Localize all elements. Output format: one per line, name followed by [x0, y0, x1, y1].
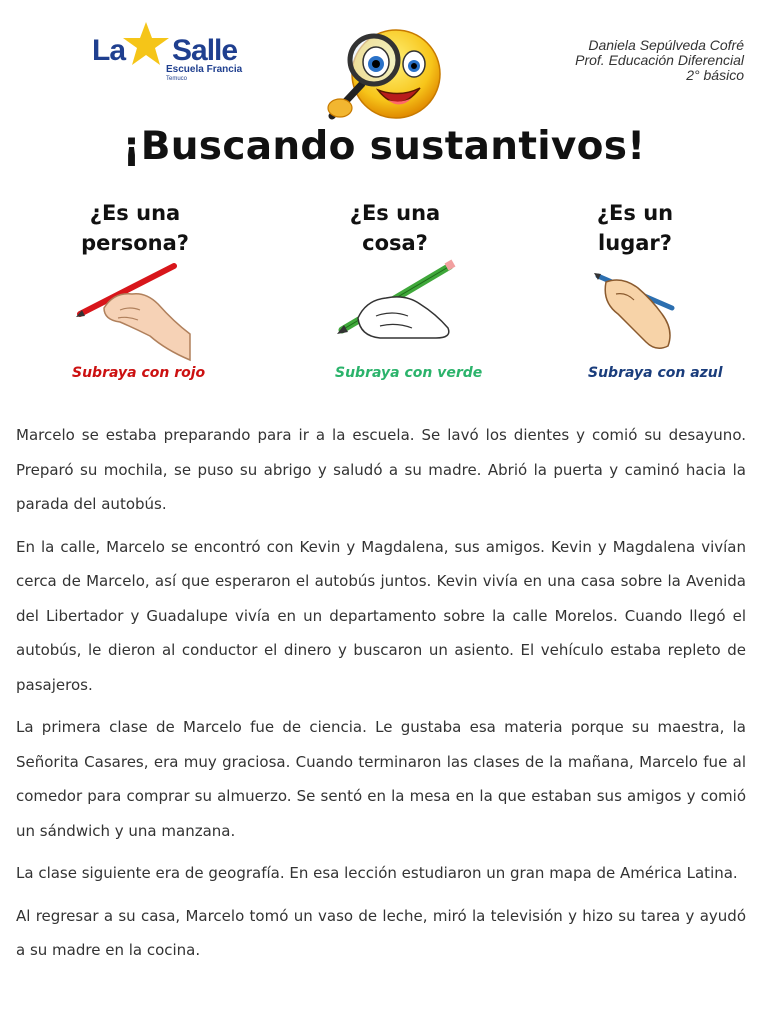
- question-persona: [70, 198, 200, 258]
- question-line: cosa?: [362, 231, 428, 255]
- magnifying-glass-smiley-icon: [316, 24, 450, 124]
- question-lugar: [570, 198, 700, 258]
- question-line: ¿Es una: [89, 201, 181, 225]
- question-cosa: [330, 198, 460, 258]
- question-line: lugar?: [598, 231, 672, 255]
- logo-word-salle: Salle: [172, 34, 238, 67]
- author-role: Prof. Educación Diferencial: [575, 52, 744, 68]
- star-icon: [122, 20, 170, 68]
- hand-green-pencil-icon: [336, 258, 460, 342]
- instruction-red: Subraya con rojo: [72, 365, 206, 381]
- instruction-green: Subraya con verde: [335, 365, 483, 381]
- page-title: ¡Buscando sustantivos!: [122, 124, 646, 169]
- author-block: [575, 38, 744, 83]
- instruction-blue: Subraya con azul: [588, 365, 723, 381]
- paragraph: La primera clase de Marcelo fue de ciencia. Le gustaba esa materia porque su maestra, la Señorita Casares, era muy graciosa. Cuando terminaron las clases de la mañana, Marcelo fue al comedor para comprar su almuerzo. Se sentó en la mesa en la que estaban sus amigos y comió un sándwich y una manzana.: [16, 718, 746, 840]
- question-line: persona?: [81, 231, 189, 255]
- paragraph: La clase siguiente era de geografía. En esa lección estudiaron un gran mapa de América Latina.: [16, 864, 738, 882]
- question-line: ¿Es un: [596, 201, 674, 225]
- hand-blue-pencil-icon: [592, 268, 682, 352]
- logo-word-la: La: [92, 34, 126, 67]
- hand-red-pencil-icon: [74, 262, 194, 362]
- logo-city: Temuco: [166, 76, 188, 82]
- paragraph: Marcelo se estaba preparando para ir a la escuela. Se lavó los dientes y comió su desayuno. Preparó su mochila, se puso su abrigo y saludó a su madre. Abrió la puerta y caminó hacia la parada del autobús.: [16, 426, 746, 513]
- story-text: [16, 418, 746, 976]
- logo-school-name: Escuela Francia: [166, 64, 243, 75]
- paragraph: En la calle, Marcelo se encontró con Kevin y Magdalena, sus amigos. Kevin y Magdalena vivían cerca de Marcelo, así que esperaron el autobús juntos. Kevin vivía en una casa sobre la Avenida del Libertador y Guadalupe vivía en un departamento sobre la calle Morelos. Cuando llegó el autobús, le dieron al conductor el dinero y buscaron un asiento. El vehículo estaba repleto de pasajeros.: [16, 537, 746, 694]
- author-name: Daniela Sepúlveda Cofré: [588, 37, 744, 53]
- question-line: ¿Es una: [349, 201, 441, 225]
- grade-level: 2° básico: [686, 67, 744, 83]
- paragraph: Al regresar a su casa, Marcelo tomó un vaso de leche, miró la televisión y hizo su tarea y ayudó a su madre en la cocina.: [16, 906, 746, 959]
- school-logo: [92, 20, 252, 90]
